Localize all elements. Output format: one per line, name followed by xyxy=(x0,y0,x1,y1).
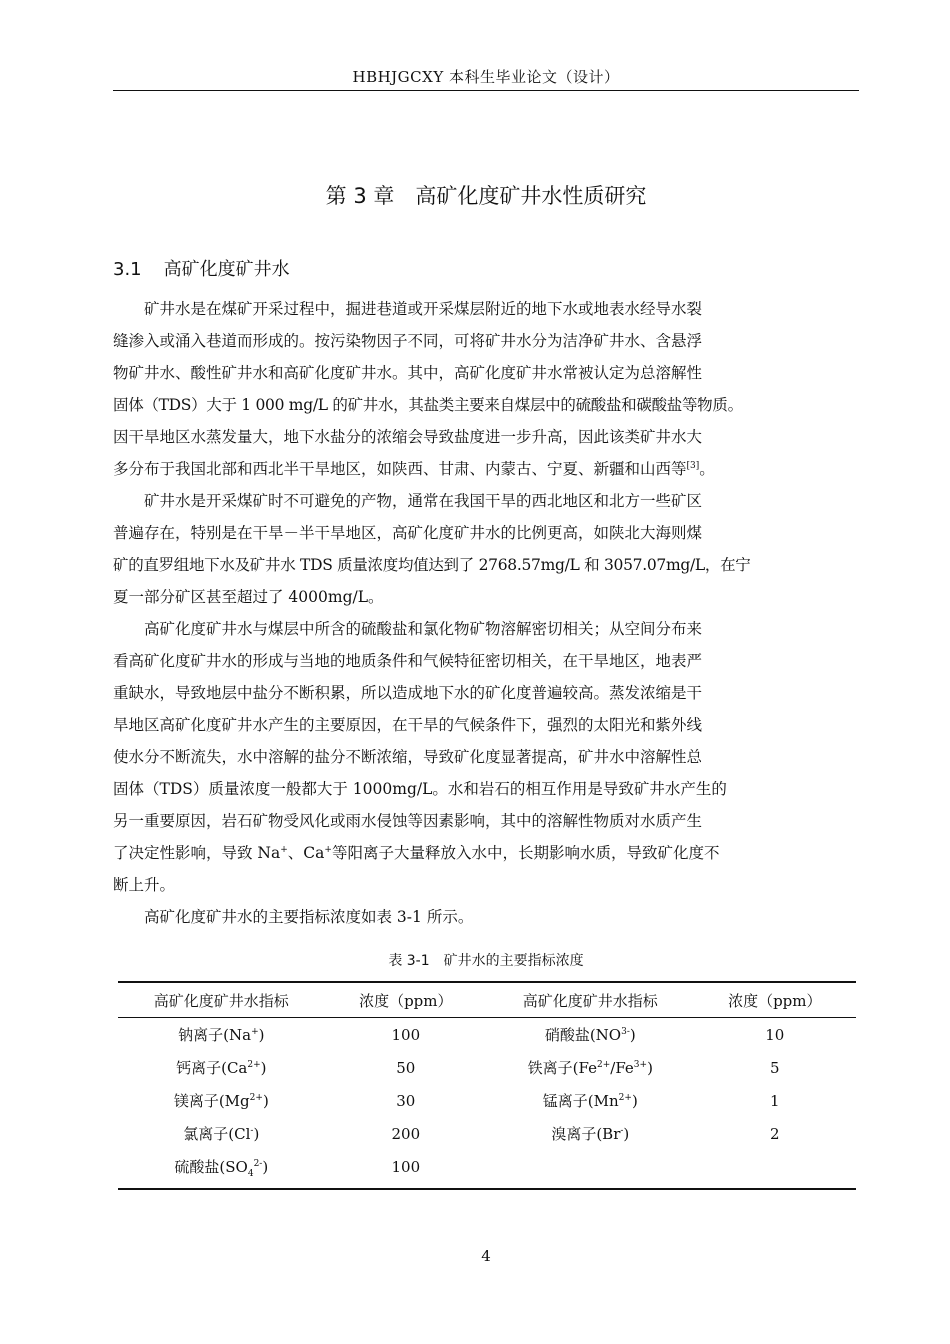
running-header: HBHJGCXY 本科生毕业论文（设计） xyxy=(352,68,620,86)
text-line: 矿的直罗组地下水及矿井水 TDS 质量浓度均值达到了 2768.57mg/L 和 3057.07mg/L，在宁 xyxy=(113,556,751,574)
paren: ) xyxy=(631,1092,638,1110)
column-header: 高矿化度矿井水指标 xyxy=(118,982,325,1018)
paren: ) xyxy=(260,1059,267,1077)
paren: ) xyxy=(253,1125,260,1143)
paragraph-3 xyxy=(113,613,859,901)
indicator-name: 镁离子(Mg xyxy=(173,1092,250,1110)
indicator-name: 铁离子(Fe xyxy=(527,1059,597,1077)
indicator-cell xyxy=(487,1084,694,1117)
indicator-cell xyxy=(487,1150,694,1189)
indicator-name: 氯离子(Cl xyxy=(183,1125,251,1143)
paren: ) xyxy=(258,1026,265,1044)
superscript: 2+ xyxy=(618,1093,632,1103)
table-title: 矿井水的主要指标浓度 xyxy=(443,953,584,969)
indicator-cell xyxy=(118,1117,325,1150)
text-line: 普遍存在，特别是在干旱－半干旱地区，高矿化度矿井水的比例更高，如陕北大海则煤 xyxy=(113,524,703,542)
concentration-cell: 5 xyxy=(770,1058,780,1077)
column-header: 浓度（ppm） xyxy=(694,982,856,1018)
indicator-cell xyxy=(487,1051,694,1084)
text-run: 了决定性影响，导致 Na xyxy=(113,844,281,862)
superscript: + xyxy=(251,1027,259,1037)
paragraph-4 xyxy=(113,901,859,933)
indicator-name: 锰离子(Mn xyxy=(542,1092,619,1110)
text-line: 断上升。 xyxy=(113,876,176,894)
concentration-cell: 100 xyxy=(325,1150,487,1189)
page-number: 4 xyxy=(481,1247,491,1265)
text-run: 多分布于我国北部和西北半干旱地区，如陕西、甘肃、内蒙古、宁夏、新疆和山西等 xyxy=(113,460,687,478)
superscript: 2+ xyxy=(247,1060,261,1070)
column-header: 浓度（ppm） xyxy=(325,982,487,1018)
table-caption xyxy=(113,950,859,970)
table-number: 表 3-1 xyxy=(388,953,430,969)
concentration-cell: 200 xyxy=(391,1124,421,1143)
indicator-name: 硝酸盐(NO xyxy=(544,1026,622,1044)
concentration-cell: 50 xyxy=(396,1058,416,1077)
concentration-cell: 10 xyxy=(765,1025,785,1044)
text-run: 等阳离子大量释放入水中，长期影响水质，导致矿化度不 xyxy=(331,844,720,862)
text-line: 看高矿化度矿井水的形成与当地的地质条件和气候特征密切相关，在干旱地区，地表严 xyxy=(113,652,703,670)
paren: ) xyxy=(262,1158,269,1176)
text-line: 高矿化度矿井水与煤层中所含的硫酸盐和氯化物矿物溶解密切相关；从空间分布来 xyxy=(144,620,703,638)
indicator-name: 钠离子(Na xyxy=(178,1026,252,1044)
text-line: 固体（TDS）质量浓度一般都大于 1000mg/L。水和岩石的相互作用是导致矿井水产生的 xyxy=(113,780,727,798)
concentration-cell: 1 xyxy=(770,1091,780,1110)
column-header: 高矿化度矿井水指标 xyxy=(487,982,694,1018)
text-line: 夏一部分矿区甚至超过了 4000mg/L。 xyxy=(113,588,384,606)
indicator-name: 硫酸盐(SO xyxy=(174,1158,248,1176)
chapter-title: 第 3 章 高矿化度矿井水性质研究 xyxy=(325,184,647,208)
superscript: 2+ xyxy=(596,1060,611,1070)
indicator-cell xyxy=(118,1051,325,1084)
indicator-cell xyxy=(118,1018,325,1052)
text-line xyxy=(113,837,859,869)
section-number: 3.1 xyxy=(113,259,142,280)
superscript: 3+ xyxy=(633,1060,648,1070)
superscript: + xyxy=(324,844,332,855)
text-line: 物矿井水、酸性矿井水和高矿化度矿井水。其中，高矿化度矿井水常被认定为总溶解性 xyxy=(113,364,703,382)
indicator-cell xyxy=(118,1150,325,1189)
text-line: 旱地区高矿化度矿井水产生的主要原因，在干旱的气候条件下，强烈的太阳光和紫外线 xyxy=(113,716,703,734)
indicator-name: 钙离子(Ca xyxy=(176,1059,248,1077)
body-text xyxy=(113,293,859,933)
text-line: 另一重要原因，岩石矿物受风化或雨水侵蚀等因素影响，其中的溶解性物质对水质产生 xyxy=(113,812,703,830)
text-line: 使水分不断流失，水中溶解的盐分不断浓缩，导致矿化度显著提高，矿井水中溶解性总 xyxy=(113,748,703,766)
indicator-table xyxy=(118,981,856,1190)
section-title: 高矿化度矿井水 xyxy=(163,259,290,280)
text-line xyxy=(113,453,859,485)
text-run: 、Ca xyxy=(287,844,325,862)
paragraph-2 xyxy=(113,485,859,613)
text-line: 因干旱地区水蒸发量大，地下水盐分的浓缩会导致盐度进一步升高，因此该类矿井水大 xyxy=(113,428,703,446)
superscript: + xyxy=(280,844,288,855)
indicator-name: 溴离子(Br xyxy=(551,1125,621,1143)
concentration-cell xyxy=(694,1150,856,1189)
table-row xyxy=(118,1018,856,1052)
paragraph-1 xyxy=(113,293,859,485)
superscript: - xyxy=(620,1126,624,1136)
indicator-cell xyxy=(118,1084,325,1117)
text-line: 固体（TDS）大于 1 000 mg/L 的矿井水，其盐类主要来自煤层中的硫酸盐和碳酸盐等物质。 xyxy=(113,396,743,414)
text-line: 高矿化度矿井水的主要指标浓度如表 3-1 所示。 xyxy=(144,908,474,926)
table-header-row xyxy=(118,982,856,1018)
superscript: 2- xyxy=(253,1159,263,1169)
superscript: 2+ xyxy=(249,1093,263,1103)
text-line: 矿井水是在煤矿开采过程中，掘进巷道或开采煤层附近的地下水或地表水经导水裂 xyxy=(144,300,703,318)
superscript: - xyxy=(250,1126,254,1136)
indicator-cell xyxy=(487,1018,694,1052)
superscript: 3- xyxy=(621,1027,630,1037)
concentration-cell: 30 xyxy=(396,1091,416,1110)
paren: ) xyxy=(629,1026,636,1044)
text-line: 缝渗入或涌入巷道而形成的。按污染物因子不同，可将矿井水分为洁净矿井水、含悬浮 xyxy=(113,332,703,350)
text-run: 。 xyxy=(699,460,715,478)
table-row xyxy=(118,1117,856,1150)
section-heading xyxy=(113,255,290,281)
concentration-cell: 2 xyxy=(770,1124,780,1143)
header-rule xyxy=(113,90,859,91)
concentration-cell: 100 xyxy=(391,1025,421,1044)
paren: ) xyxy=(647,1059,653,1077)
table-row xyxy=(118,1150,856,1189)
indicator-name: /Fe xyxy=(610,1059,634,1077)
table-row xyxy=(118,1084,856,1117)
text-line: 矿井水是开采煤矿时不可避免的产物，通常在我国干旱的西北地区和北方一些矿区 xyxy=(144,492,703,510)
paren: ) xyxy=(262,1092,269,1110)
paren: ) xyxy=(623,1125,630,1143)
citation-ref: [3] xyxy=(686,460,700,471)
indicator-cell xyxy=(487,1117,694,1150)
subscript: 4 xyxy=(247,1169,254,1179)
text-line: 重缺水，导致地层中盐分不断积累，所以造成地下水的矿化度普遍较高。蒸发浓缩是干 xyxy=(113,684,703,702)
table-row xyxy=(118,1051,856,1084)
